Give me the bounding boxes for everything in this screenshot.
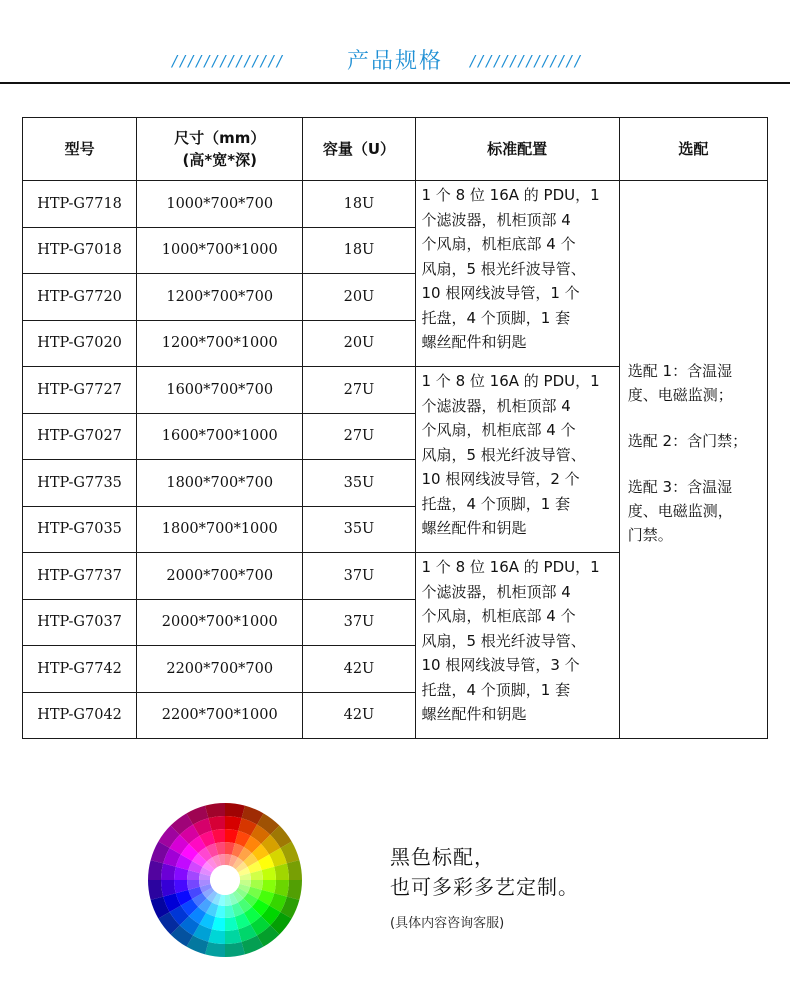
- cell-model: HTP-G7735: [23, 460, 137, 507]
- promo-text-block: [390, 842, 579, 931]
- color-wheel-segment: [225, 942, 245, 957]
- cell-size: 1600*700*1000: [137, 413, 303, 460]
- cell-model: HTP-G7027: [23, 413, 137, 460]
- cell-model: HTP-G7042: [23, 692, 137, 739]
- color-wheel-center: [210, 865, 240, 895]
- decorative-slashes-right: //////////////: [470, 52, 583, 70]
- header-divider: [0, 82, 790, 84]
- header-standard: 标准配置: [415, 118, 619, 181]
- cell-size: 1000*700*1000: [137, 227, 303, 274]
- optional-item: 选配 3：含温湿 度、电磁监测， 门禁。: [627, 478, 733, 544]
- cell-model: HTP-G7718: [23, 181, 137, 228]
- promo-line-1: 黑色标配，: [390, 845, 495, 869]
- cell-capacity: 18U: [303, 227, 415, 274]
- color-wheel-image: [148, 803, 302, 957]
- cell-optional-config: [619, 181, 767, 739]
- cell-capacity: 20U: [303, 320, 415, 367]
- cell-size: 1200*700*1000: [137, 320, 303, 367]
- cell-capacity: 37U: [303, 599, 415, 646]
- optional-item: 选配 2：含门禁；: [627, 432, 748, 450]
- color-wheel-segment: [148, 880, 163, 900]
- color-wheel-segment: [205, 942, 225, 957]
- cell-model: HTP-G7742: [23, 646, 137, 693]
- color-wheel-segment: [225, 803, 245, 818]
- cell-model: HTP-G7018: [23, 227, 137, 274]
- header-capacity: 容量（U）: [303, 118, 415, 181]
- color-wheel-segment: [287, 860, 302, 880]
- spec-table: [22, 117, 768, 739]
- cell-model: HTP-G7737: [23, 553, 137, 600]
- section-header: [0, 0, 790, 84]
- cell-capacity: 37U: [303, 553, 415, 600]
- color-wheel-segment: [148, 860, 163, 880]
- cell-size: 1600*700*700: [137, 367, 303, 414]
- cell-model: HTP-G7720: [23, 274, 137, 321]
- promo-note: (具体内容咨询客服): [390, 916, 505, 931]
- color-wheel-segment: [287, 880, 302, 900]
- header-optional: 选配: [619, 118, 767, 181]
- cell-capacity: 27U: [303, 367, 415, 414]
- cell-size: 1800*700*700: [137, 460, 303, 507]
- header-size-line1: 尺寸（mm）: [174, 129, 266, 147]
- cell-capacity: 42U: [303, 692, 415, 739]
- optional-item: 选配 1：含温湿 度、电磁监测；: [627, 362, 733, 404]
- cell-size: 2200*700*700: [137, 646, 303, 693]
- cell-model: HTP-G7037: [23, 599, 137, 646]
- cell-model: HTP-G7035: [23, 506, 137, 553]
- cell-standard-config: 1 个 8 位 16A 的 PDU，1 个滤波器，机柜顶部 4 个风扇，机柜底部 4 个 风扇，5 根光纤波导管、 10 根网线波导管，2 个 托盘，4 个顶脚，1 套 螺丝配件和钥匙: [415, 367, 619, 553]
- decorative-slashes-left: //////////////: [172, 52, 285, 70]
- cell-standard-config: 1 个 8 位 16A 的 PDU，1 个滤波器，机柜顶部 4 个风扇，机柜底部 4 个 风扇，5 根光纤波导管、 10 根网线波导管，1 个 托盘，4 个顶脚，1 套 螺丝配件和钥匙: [415, 181, 619, 367]
- cell-capacity: 27U: [303, 413, 415, 460]
- header-size-line2: (高*宽*深): [182, 151, 257, 169]
- cell-size: 1000*700*700: [137, 181, 303, 228]
- cell-capacity: 35U: [303, 506, 415, 553]
- cell-size: 2000*700*1000: [137, 599, 303, 646]
- table-header-row: [23, 118, 768, 181]
- cell-size: 2200*700*1000: [137, 692, 303, 739]
- cell-capacity: 42U: [303, 646, 415, 693]
- cell-size: 2000*700*700: [137, 553, 303, 600]
- cell-capacity: 20U: [303, 274, 415, 321]
- cell-model: HTP-G7020: [23, 320, 137, 367]
- color-wheel-segment: [205, 803, 225, 818]
- page-title: 产品规格: [346, 49, 443, 74]
- cell-size: 1200*700*700: [137, 274, 303, 321]
- cell-capacity: 35U: [303, 460, 415, 507]
- header-size: [137, 118, 303, 181]
- promo-line-2: 也可多彩多艺定制。: [390, 875, 579, 899]
- cell-standard-config: 1 个 8 位 16A 的 PDU，1 个滤波器，机柜顶部 4 个风扇，机柜底部 4 个 风扇，5 根光纤波导管、 10 根网线波导管，3 个 托盘，4 个顶脚，1 套 螺丝配件和钥匙: [415, 553, 619, 739]
- cell-model: HTP-G7727: [23, 367, 137, 414]
- header-model: 型号: [23, 118, 137, 181]
- cell-size: 1800*700*1000: [137, 506, 303, 553]
- cell-capacity: 18U: [303, 181, 415, 228]
- table-row: [23, 181, 768, 228]
